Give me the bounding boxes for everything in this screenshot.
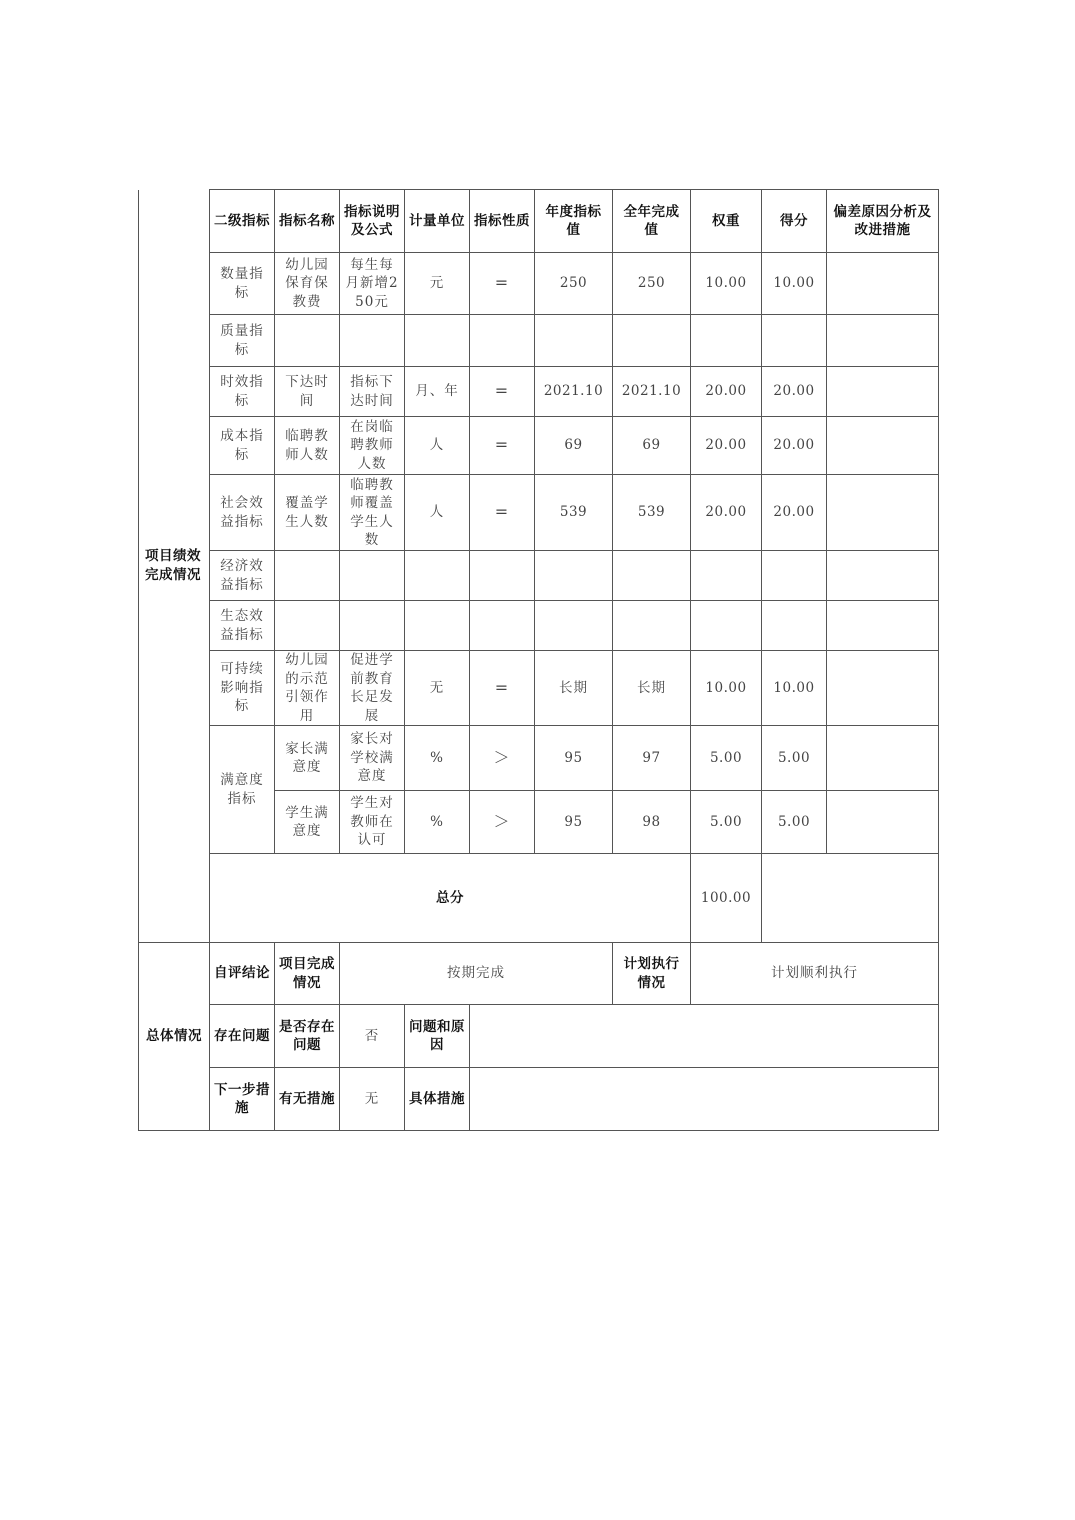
- table-row: [139, 475, 939, 551]
- name-cell: [275, 551, 340, 601]
- total-value: 100.00: [691, 854, 762, 943]
- plan-label: 计划执行情况: [613, 943, 691, 1005]
- desc-cell: 家长对学校满意度: [340, 726, 405, 791]
- section-label: 项目绩效完成情况: [139, 190, 210, 943]
- target-cell: 95: [535, 726, 613, 791]
- measure-label: 具体措施: [405, 1068, 470, 1131]
- header-row: [139, 190, 939, 253]
- unit-cell: %: [405, 791, 470, 854]
- name-cell: 下达时间: [275, 367, 340, 417]
- desc-cell: [340, 315, 405, 367]
- actual-cell: 69: [613, 417, 691, 475]
- actual-cell: 2021.10: [613, 367, 691, 417]
- target-cell: 95: [535, 791, 613, 854]
- name-cell: 幼儿园保育保教费: [275, 253, 340, 315]
- reason-cell: [827, 253, 939, 315]
- weight-cell: [691, 601, 762, 651]
- header-weight: 权重: [691, 190, 762, 253]
- weight-cell: 5.00: [691, 726, 762, 791]
- score-cell: 10.00: [762, 253, 827, 315]
- weight-cell: 5.00: [691, 791, 762, 854]
- score-cell: [762, 551, 827, 601]
- nature-cell: =: [470, 367, 535, 417]
- reason-cell: [827, 601, 939, 651]
- desc-cell: [340, 551, 405, 601]
- nature-cell: ＞: [470, 791, 535, 854]
- weight-cell: [691, 551, 762, 601]
- overall-label: 总体情况: [139, 943, 210, 1131]
- table-row: [139, 367, 939, 417]
- unit-cell: 人: [405, 417, 470, 475]
- measure-value: [470, 1068, 939, 1131]
- name-cell: 学生满意度: [275, 791, 340, 854]
- actual-cell: [613, 551, 691, 601]
- unit-cell: %: [405, 726, 470, 791]
- desc-cell: 每生每月新增250元: [340, 253, 405, 315]
- next-label: 下一步措施: [210, 1068, 275, 1131]
- nature-cell: [470, 601, 535, 651]
- name-cell: [275, 315, 340, 367]
- weight-cell: 20.00: [691, 367, 762, 417]
- level2-cell: 成本指标: [210, 417, 275, 475]
- level2-cell: 时效指标: [210, 367, 275, 417]
- target-cell: 长期: [535, 651, 613, 726]
- unit-cell: 人: [405, 475, 470, 551]
- header-reason: 偏差原因分析及改进措施: [827, 190, 939, 253]
- actual-cell: 97: [613, 726, 691, 791]
- has-problem-label: 是否存在问题: [275, 1005, 340, 1068]
- has-measure-label: 有无措施: [275, 1068, 340, 1131]
- score-cell: 20.00: [762, 475, 827, 551]
- desc-cell: 在岗临聘教师人数: [340, 417, 405, 475]
- actual-cell: 250: [613, 253, 691, 315]
- unit-cell: [405, 551, 470, 601]
- header-nature: 指标性质: [470, 190, 535, 253]
- nature-cell: =: [470, 651, 535, 726]
- name-cell: 幼儿园的示范引领作用: [275, 651, 340, 726]
- name-cell: 家长满意度: [275, 726, 340, 791]
- unit-cell: [405, 601, 470, 651]
- problem-reason-label: 问题和原因: [405, 1005, 470, 1068]
- total-empty: [762, 854, 939, 943]
- nature-cell: =: [470, 417, 535, 475]
- overall-row: [139, 1005, 939, 1068]
- total-row: [139, 854, 939, 943]
- table-row: [139, 601, 939, 651]
- total-label: 总分: [210, 854, 691, 943]
- header-score: 得分: [762, 190, 827, 253]
- actual-cell: 539: [613, 475, 691, 551]
- performance-table: [138, 189, 939, 1131]
- reason-cell: [827, 726, 939, 791]
- table-row: [139, 726, 939, 791]
- level2-cell: 经济效益指标: [210, 551, 275, 601]
- nature-cell: =: [470, 253, 535, 315]
- name-cell: 临聘教师人数: [275, 417, 340, 475]
- header-unit: 计量单位: [405, 190, 470, 253]
- completion-label: 项目完成情况: [275, 943, 340, 1005]
- plan-value: 计划顺利执行: [691, 943, 939, 1005]
- reason-cell: [827, 475, 939, 551]
- target-cell: [535, 551, 613, 601]
- actual-cell: 长期: [613, 651, 691, 726]
- problem-label: 存在问题: [210, 1005, 275, 1068]
- target-cell: [535, 601, 613, 651]
- target-cell: 69: [535, 417, 613, 475]
- desc-cell: 指标下达时间: [340, 367, 405, 417]
- reason-cell: [827, 417, 939, 475]
- score-cell: 20.00: [762, 367, 827, 417]
- score-cell: 20.00: [762, 417, 827, 475]
- weight-cell: 10.00: [691, 651, 762, 726]
- header-level2: 二级指标: [210, 190, 275, 253]
- level2-cell: 满意度指标: [210, 726, 275, 854]
- weight-cell: 10.00: [691, 253, 762, 315]
- reason-cell: [827, 651, 939, 726]
- table-row: [139, 253, 939, 315]
- overall-row: [139, 943, 939, 1005]
- desc-cell: 临聘教师覆盖学生人数: [340, 475, 405, 551]
- table-row: [139, 417, 939, 475]
- level2-cell: 可持续影响指标: [210, 651, 275, 726]
- problem-reason-value: [470, 1005, 939, 1068]
- score-cell: [762, 315, 827, 367]
- level2-cell: 质量指标: [210, 315, 275, 367]
- nature-cell: [470, 315, 535, 367]
- has-problem-value: 否: [340, 1005, 405, 1068]
- score-cell: 5.00: [762, 791, 827, 854]
- score-cell: 5.00: [762, 726, 827, 791]
- target-cell: 539: [535, 475, 613, 551]
- completion-value: 按期完成: [340, 943, 613, 1005]
- target-cell: 2021.10: [535, 367, 613, 417]
- desc-cell: 促进学前教育长足发展: [340, 651, 405, 726]
- weight-cell: 20.00: [691, 475, 762, 551]
- actual-cell: [613, 315, 691, 367]
- has-measure-value: 无: [340, 1068, 405, 1131]
- unit-cell: 月、年: [405, 367, 470, 417]
- nature-cell: ＞: [470, 726, 535, 791]
- name-cell: [275, 601, 340, 651]
- score-cell: 10.00: [762, 651, 827, 726]
- desc-cell: [340, 601, 405, 651]
- header-name: 指标名称: [275, 190, 340, 253]
- target-cell: [535, 315, 613, 367]
- unit-cell: [405, 315, 470, 367]
- table-row: [139, 315, 939, 367]
- reason-cell: [827, 791, 939, 854]
- table-row: [139, 651, 939, 726]
- name-cell: 覆盖学生人数: [275, 475, 340, 551]
- reason-cell: [827, 551, 939, 601]
- unit-cell: 元: [405, 253, 470, 315]
- reason-cell: [827, 315, 939, 367]
- header-actual: 全年完成值: [613, 190, 691, 253]
- actual-cell: [613, 601, 691, 651]
- weight-cell: 20.00: [691, 417, 762, 475]
- level2-cell: 数量指标: [210, 253, 275, 315]
- level2-cell: 生态效益指标: [210, 601, 275, 651]
- unit-cell: 无: [405, 651, 470, 726]
- header-target: 年度指标值: [535, 190, 613, 253]
- target-cell: 250: [535, 253, 613, 315]
- desc-cell: 学生对教师在认可: [340, 791, 405, 854]
- weight-cell: [691, 315, 762, 367]
- overall-row: [139, 1068, 939, 1131]
- header-desc: 指标说明及公式: [340, 190, 405, 253]
- nature-cell: =: [470, 475, 535, 551]
- score-cell: [762, 601, 827, 651]
- reason-cell: [827, 367, 939, 417]
- actual-cell: 98: [613, 791, 691, 854]
- level2-cell: 社会效益指标: [210, 475, 275, 551]
- nature-cell: [470, 551, 535, 601]
- table-row: [139, 551, 939, 601]
- self-eval-label: 自评结论: [210, 943, 275, 1005]
